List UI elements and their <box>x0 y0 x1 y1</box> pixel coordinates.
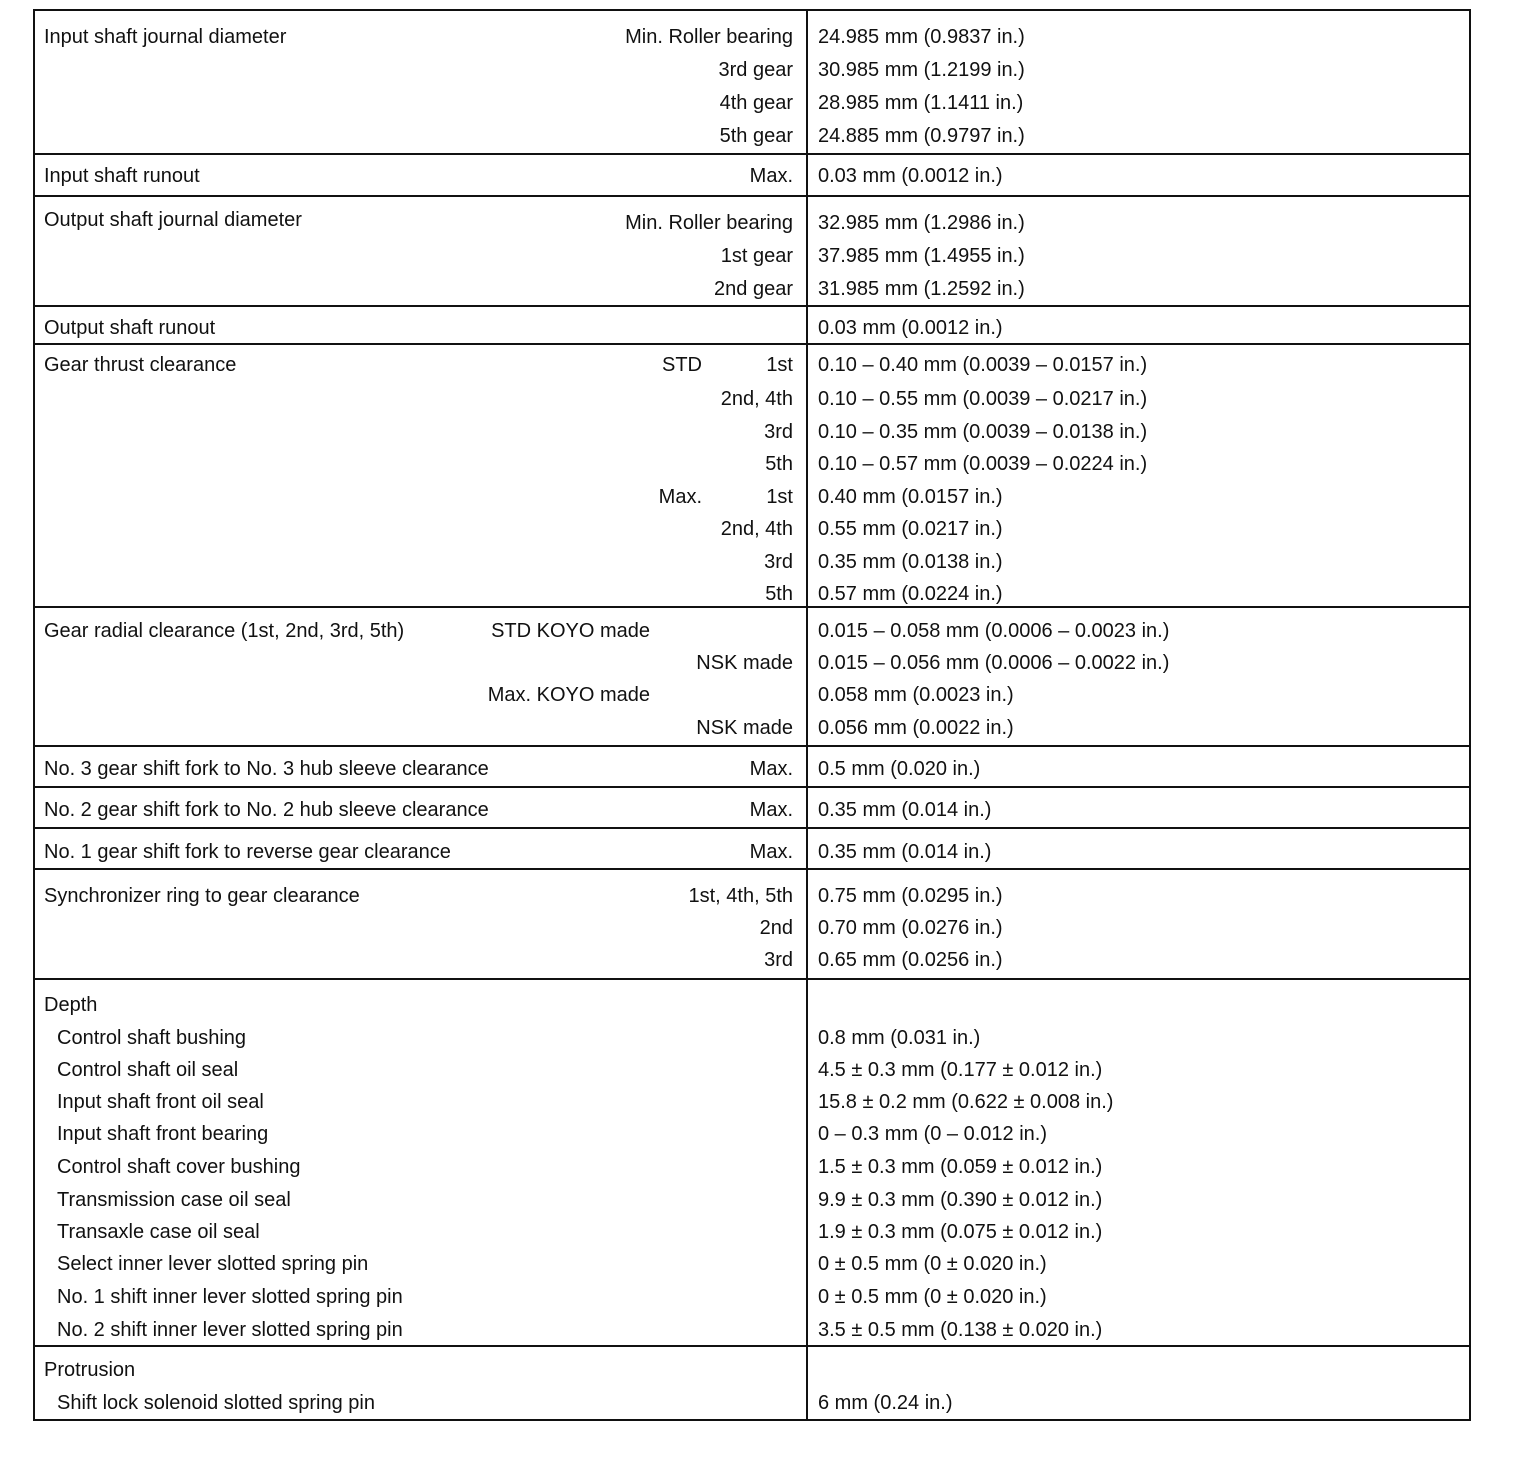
spec-qualifier: 5th gear <box>719 125 793 147</box>
spec-subitem-label: Select inner lever slotted spring pin <box>57 1253 369 1275</box>
spec-value-cell <box>808 788 1469 827</box>
spec-value: 28.985 mm (1.1411 in.) <box>818 92 1024 114</box>
spec-qualifier: 2nd <box>759 917 793 939</box>
spec-subitem-label: Transaxle case oil seal <box>57 1221 260 1243</box>
spec-item-cell <box>35 155 808 195</box>
spec-subitem-label: No. 1 shift inner lever slotted spring pin <box>57 1286 403 1308</box>
spec-item-cell <box>35 980 808 1345</box>
spec-item-label: Input shaft journal diameter <box>44 26 287 48</box>
spec-subitem-label: Input shaft front bearing <box>57 1123 269 1145</box>
spec-value: 0.65 mm (0.0256 in.) <box>818 949 1003 971</box>
spec-item-label: No. 3 gear shift fork to No. 3 hub sleeve clearance <box>44 758 489 780</box>
spec-qualifier: STD KOYO made <box>491 620 650 642</box>
spec-value: 0.70 mm (0.0276 in.) <box>818 917 1003 939</box>
spec-section <box>33 606 1471 747</box>
spec-item-label: Depth <box>44 994 98 1016</box>
spec-qualifier: Max. <box>749 165 793 187</box>
spec-section <box>33 153 1471 197</box>
spec-value: 0.55 mm (0.0217 in.) <box>818 518 1003 540</box>
spec-section <box>33 9 1471 155</box>
spec-qualifier: 3rd <box>764 551 793 573</box>
spec-item-label: Output shaft runout <box>44 317 216 339</box>
spec-value: 0.03 mm (0.0012 in.) <box>818 165 1003 187</box>
spec-value: 0.058 mm (0.0023 in.) <box>818 684 1014 706</box>
spec-value: 24.885 mm (0.9797 in.) <box>818 125 1025 147</box>
spec-value-cell <box>808 608 1469 745</box>
spec-subitem-label: No. 2 shift inner lever slotted spring pin <box>57 1319 403 1341</box>
spec-qualifier: 2nd, 4th <box>720 388 793 410</box>
spec-item-label: Protrusion <box>44 1359 136 1381</box>
spec-value: 0.10 – 0.40 mm (0.0039 – 0.0157 in.) <box>818 354 1148 376</box>
spec-value-cell <box>808 870 1469 978</box>
spec-value: 6 mm (0.24 in.) <box>818 1392 953 1414</box>
spec-value: 24.985 mm (0.9837 in.) <box>818 26 1025 48</box>
spec-qualifier: 5th <box>765 583 793 605</box>
spec-value: 31.985 mm (1.2592 in.) <box>818 278 1025 300</box>
spec-item-label: Output shaft journal diameter <box>44 209 302 231</box>
spec-table <box>33 9 1471 1421</box>
spec-value: 0.10 – 0.35 mm (0.0039 – 0.0138 in.) <box>818 421 1148 443</box>
spec-item-label: Input shaft runout <box>44 165 200 187</box>
spec-subitem-label: Transmission case oil seal <box>57 1189 291 1211</box>
spec-value: 1.9 ± 0.3 mm (0.075 ± 0.012 in.) <box>818 1221 1103 1243</box>
spec-value: 4.5 ± 0.3 mm (0.177 ± 0.012 in.) <box>818 1059 1103 1081</box>
spec-qualifier: Min. Roller bearing <box>625 212 793 234</box>
spec-qualifier: 5th <box>765 453 793 475</box>
spec-value: 0.10 – 0.55 mm (0.0039 – 0.0217 in.) <box>818 388 1148 410</box>
spec-qualifier: Min. Roller bearing <box>625 26 793 48</box>
spec-item-cell <box>35 1347 808 1419</box>
spec-value-cell <box>808 307 1469 343</box>
spec-section <box>33 195 1471 307</box>
spec-value: 0.75 mm (0.0295 in.) <box>818 885 1003 907</box>
spec-value: 0.056 mm (0.0022 in.) <box>818 717 1014 739</box>
spec-subitem-label: Input shaft front oil seal <box>57 1091 264 1113</box>
spec-qualifier: 3rd gear <box>718 59 793 81</box>
spec-section <box>33 786 1471 829</box>
spec-section <box>33 343 1471 608</box>
spec-item-cell <box>35 747 808 786</box>
spec-subitem-label: Shift lock solenoid slotted spring pin <box>57 1392 375 1414</box>
spec-item-cell <box>35 788 808 827</box>
spec-value: 0.015 – 0.058 mm (0.0006 – 0.0023 in.) <box>818 620 1170 642</box>
spec-item-cell <box>35 197 808 305</box>
spec-qualifier: STD <box>662 354 702 376</box>
spec-qualifier: Max. KOYO made <box>487 684 650 706</box>
spec-item-cell <box>35 345 808 606</box>
spec-value: 30.985 mm (1.2199 in.) <box>818 59 1025 81</box>
spec-subitem-label: Control shaft bushing <box>57 1027 247 1049</box>
spec-value: 0.03 mm (0.0012 in.) <box>818 317 1003 339</box>
spec-value: 0 – 0.3 mm (0 – 0.012 in.) <box>818 1123 1048 1145</box>
spec-value-cell <box>808 1347 1469 1419</box>
spec-item-cell <box>35 829 808 868</box>
spec-qualifier: Max. <box>749 758 793 780</box>
spec-value: 0.57 mm (0.0224 in.) <box>818 583 1003 605</box>
spec-value: 0.8 mm (0.031 in.) <box>818 1027 981 1049</box>
spec-qualifier: 4th gear <box>719 92 793 114</box>
spec-value: 37.985 mm (1.4955 in.) <box>818 245 1025 267</box>
spec-item-cell <box>35 307 808 343</box>
spec-qualifier: NSK made <box>696 652 793 674</box>
spec-value: 0 ± 0.5 mm (0 ± 0.020 in.) <box>818 1253 1047 1275</box>
spec-qualifier: 1st <box>766 354 793 376</box>
spec-value: 0.35 mm (0.014 in.) <box>818 799 992 821</box>
spec-subitem-label: Control shaft oil seal <box>57 1059 239 1081</box>
spec-qualifier: 3rd <box>764 949 793 971</box>
spec-value: 0.40 mm (0.0157 in.) <box>818 486 1003 508</box>
spec-item-label: Gear radial clearance (1st, 2nd, 3rd, 5th) <box>44 620 405 642</box>
spec-value: 15.8 ± 0.2 mm (0.622 ± 0.008 in.) <box>818 1091 1114 1113</box>
spec-value-cell <box>808 11 1469 153</box>
spec-value: 0.015 – 0.056 mm (0.0006 – 0.0022 in.) <box>818 652 1170 674</box>
spec-value-cell <box>808 829 1469 868</box>
spec-qualifier: Max. <box>749 799 793 821</box>
spec-value: 32.985 mm (1.2986 in.) <box>818 212 1025 234</box>
spec-value: 9.9 ± 0.3 mm (0.390 ± 0.012 in.) <box>818 1189 1103 1211</box>
spec-item-cell <box>35 11 808 153</box>
spec-qualifier: 1st, 4th, 5th <box>688 885 793 907</box>
spec-qualifier: 3rd <box>764 421 793 443</box>
spec-section <box>33 1345 1471 1421</box>
spec-section <box>33 868 1471 980</box>
spec-item-label: Gear thrust clearance <box>44 354 237 376</box>
spec-value-cell <box>808 747 1469 786</box>
spec-item-cell <box>35 870 808 978</box>
spec-section <box>33 745 1471 788</box>
spec-qualifier: NSK made <box>696 717 793 739</box>
spec-value-cell <box>808 155 1469 195</box>
spec-qualifier: 1st <box>766 486 793 508</box>
spec-value: 3.5 ± 0.5 mm (0.138 ± 0.020 in.) <box>818 1319 1103 1341</box>
spec-subitem-label: Control shaft cover bushing <box>57 1156 301 1178</box>
spec-qualifier: Max. <box>749 841 793 863</box>
spec-value: 0.10 – 0.57 mm (0.0039 – 0.0224 in.) <box>818 453 1148 475</box>
spec-item-label: No. 2 gear shift fork to No. 2 hub sleeve clearance <box>44 799 489 821</box>
spec-item-label: Synchronizer ring to gear clearance <box>44 885 360 907</box>
spec-qualifier: 1st gear <box>720 245 793 267</box>
spec-qualifier: 2nd, 4th <box>720 518 793 540</box>
spec-value: 0 ± 0.5 mm (0 ± 0.020 in.) <box>818 1286 1047 1308</box>
spec-item-cell <box>35 608 808 745</box>
spec-item-label: No. 1 gear shift fork to reverse gear clearance <box>44 841 451 863</box>
spec-section <box>33 827 1471 870</box>
spec-value-cell <box>808 345 1469 606</box>
spec-value: 0.35 mm (0.0138 in.) <box>818 551 1003 573</box>
spec-section <box>33 305 1471 345</box>
spec-value: 1.5 ± 0.3 mm (0.059 ± 0.012 in.) <box>818 1156 1103 1178</box>
spec-value: 0.35 mm (0.014 in.) <box>818 841 992 863</box>
spec-qualifier: Max. <box>658 486 702 508</box>
spec-qualifier: 2nd gear <box>714 278 793 300</box>
spec-value-cell <box>808 197 1469 305</box>
spec-value-cell <box>808 980 1469 1345</box>
spec-section <box>33 978 1471 1347</box>
spec-value: 0.5 mm (0.020 in.) <box>818 758 981 780</box>
